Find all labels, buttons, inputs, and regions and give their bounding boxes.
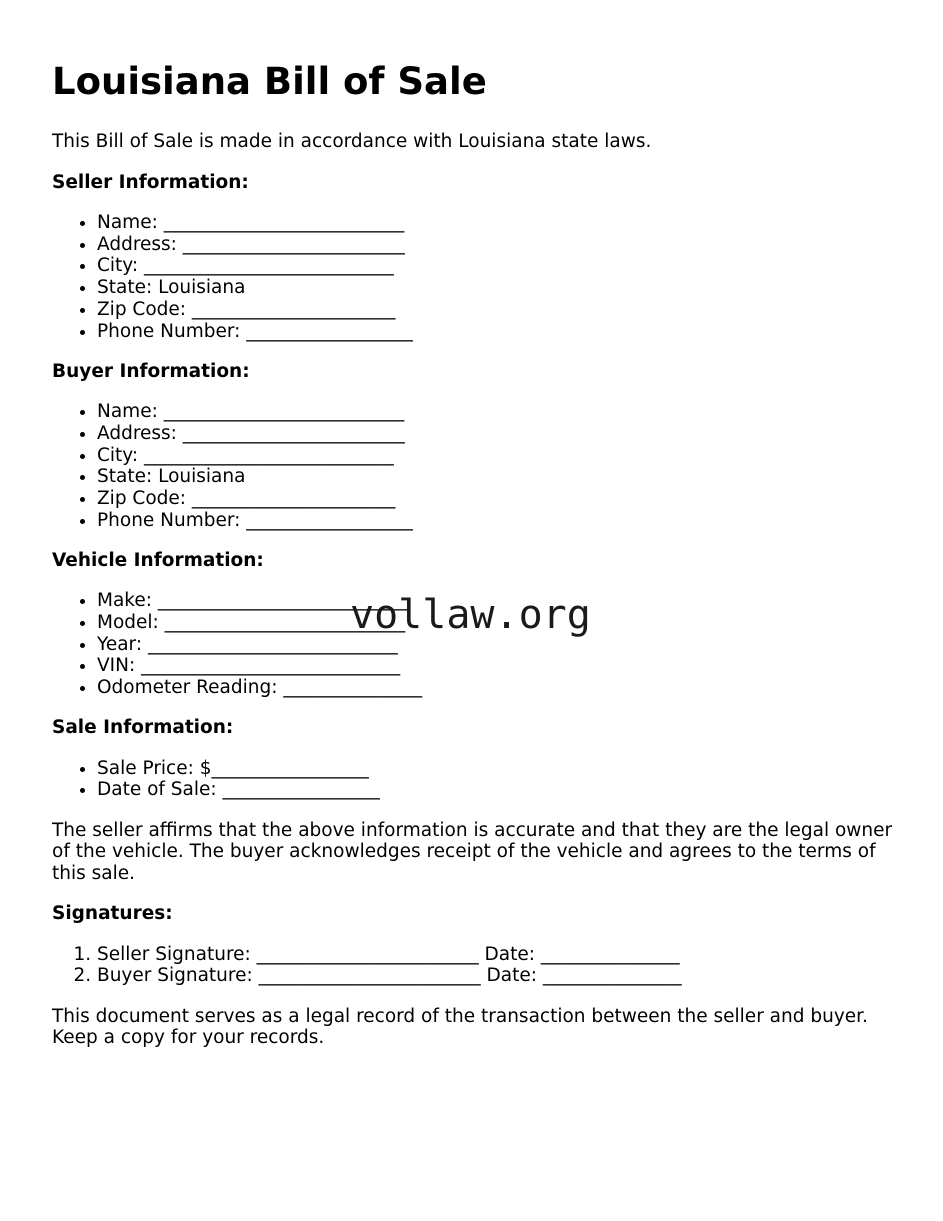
blank-line: ______________________ <box>191 488 396 510</box>
sale-date-label: Date of Sale: <box>97 779 223 801</box>
blank-line: ________________________ <box>182 422 405 444</box>
blank-line: ______________________ <box>191 298 396 320</box>
seller-city-label: City: <box>97 255 145 277</box>
blank-line: _______________ <box>283 677 423 699</box>
seller-name-label: Name: <box>97 211 164 233</box>
seller-signature-label: Seller Signature: <box>97 943 257 965</box>
buyer-city-row <box>97 445 903 467</box>
blank-line: _________________ <box>211 757 369 779</box>
vehicle-model-row <box>97 612 903 634</box>
vehicle-information-list <box>52 590 903 699</box>
vehicle-make-label: Make: <box>97 590 158 612</box>
buyer-signature-date-label: Date: <box>480 965 543 987</box>
seller-zip-row <box>97 299 903 321</box>
sale-price-label: Sale Price: $ <box>97 757 212 779</box>
signatures-heading: Signatures: <box>52 903 173 925</box>
buyer-name-label: Name: <box>97 401 164 423</box>
seller-city-row <box>97 255 903 277</box>
vehicle-year-row <box>97 634 903 656</box>
seller-information-heading: Seller Information: <box>52 171 249 193</box>
buyer-phone-row <box>97 510 903 532</box>
buyer-signature-line: ________________________ <box>258 965 481 987</box>
intro-paragraph: This Bill of Sale is made in accordance with Louisiana state laws. <box>52 131 652 153</box>
buyer-phone-label: Phone Number: <box>97 509 247 531</box>
buyer-signature-date-line: _______________ <box>542 965 682 987</box>
buyer-zip-label: Zip Code: <box>97 488 192 510</box>
blank-line: ________________________ <box>182 233 405 255</box>
seller-state-label: State: <box>97 277 159 299</box>
blank-line: ___________________________ <box>144 255 394 277</box>
blank-line: __________________ <box>246 509 413 531</box>
vehicle-make-row <box>97 590 903 612</box>
vehicle-odometer-row <box>97 677 903 699</box>
buyer-address-label: Address: <box>97 422 183 444</box>
buyer-information-list <box>52 401 903 531</box>
signatures-list <box>52 944 903 987</box>
blank-line: ___________________________ <box>144 444 394 466</box>
sale-price-row <box>97 758 903 780</box>
seller-phone-label: Phone Number: <box>97 320 247 342</box>
buyer-state-row <box>97 466 903 488</box>
blank-line: ___________________________ <box>147 633 398 655</box>
vehicle-vin-label: VIN: <box>97 655 142 677</box>
seller-information-list <box>52 212 903 342</box>
blank-line: __________________________ <box>163 401 405 423</box>
sale-information-list <box>52 758 903 801</box>
seller-address-row <box>97 234 903 256</box>
seller-address-label: Address: <box>97 233 183 255</box>
buyer-name-row <box>97 401 903 423</box>
vehicle-year-label: Year: <box>97 633 148 655</box>
buyer-zip-row <box>97 488 903 510</box>
page-title: Louisiana Bill of Sale <box>52 60 487 103</box>
seller-zip-label: Zip Code: <box>97 298 192 320</box>
blank-line: __________________________ <box>163 211 405 233</box>
buyer-signature-label: Buyer Signature: <box>97 965 259 987</box>
blank-line: __________________ <box>246 320 413 342</box>
blank-line: ____________________________ <box>141 655 401 677</box>
blank-line: _________________ <box>222 779 380 801</box>
buyer-state-label: State: <box>97 466 159 488</box>
buyer-information-heading: Buyer Information: <box>52 360 250 382</box>
affirmation-paragraph: The seller affirms that the above information is accurate and that they are the legal owner of the vehicle. The buyer acknowledges receipt of the vehicle and agrees to the terms of this sale. <box>52 819 893 885</box>
seller-signature-date-line: _______________ <box>540 943 680 965</box>
seller-signature-date-label: Date: <box>478 943 541 965</box>
vehicle-model-label: Model: <box>97 611 165 633</box>
buyer-address-row <box>97 423 903 445</box>
vehicle-odometer-label: Odometer Reading: <box>97 677 284 699</box>
seller-state-value: Louisiana <box>158 277 246 299</box>
sale-date-row <box>97 779 903 801</box>
seller-state-row <box>97 277 903 299</box>
buyer-signature-row <box>97 965 903 987</box>
buyer-city-label: City: <box>97 444 145 466</box>
sale-information-heading: Sale Information: <box>52 717 234 739</box>
vehicle-vin-row <box>97 655 903 677</box>
seller-phone-row <box>97 321 903 343</box>
seller-signature-row <box>97 944 903 966</box>
blank-line: ___________________________ <box>157 590 408 612</box>
vehicle-information-heading: Vehicle Information: <box>52 549 264 571</box>
buyer-state-value: Louisiana <box>158 466 246 488</box>
seller-name-row <box>97 212 903 234</box>
footer-paragraph: This document serves as a legal record of the transaction between the seller and buyer. Keep a copy for your records. <box>52 1005 868 1049</box>
seller-signature-line: ________________________ <box>256 943 479 965</box>
watermark: vollaw.org <box>350 592 591 638</box>
blank-line: __________________________ <box>164 611 406 633</box>
